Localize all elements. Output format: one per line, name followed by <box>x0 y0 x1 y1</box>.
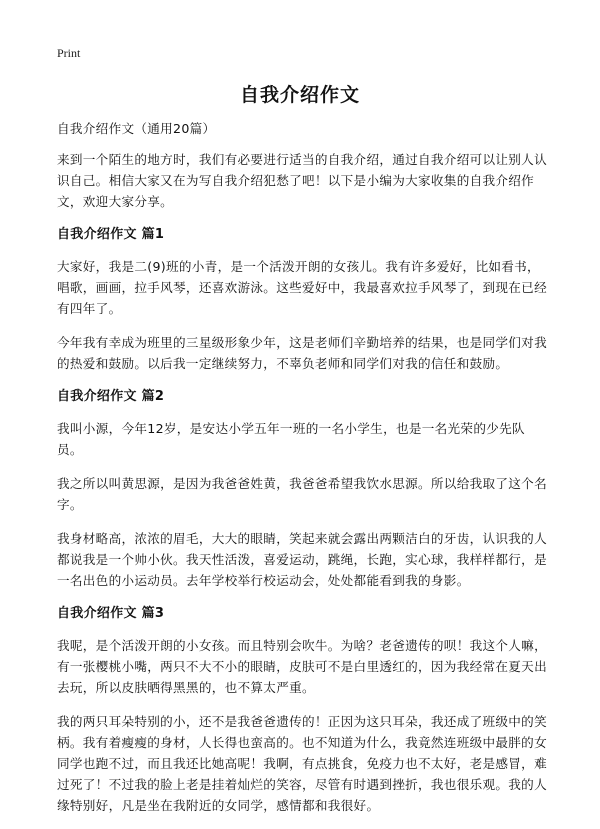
section-3-paragraph-1: 我呢，是个活泼开朗的小女孩。而且特别会吹牛。为啥？老爸遗传的呗！我这个人嘛，有一张樱桃小嘴，两只不大不小的眼睛，皮肤可不是白里透红的，因为我经常在夏天出去玩，所以皮肤晒得黑黑的，也不算太严重。 <box>57 638 547 695</box>
document-body <box>57 118 549 829</box>
section-1-paragraph-1: 大家好，我是二(9)班的小青，是一个活泼开朗的女孩儿。我有许多爱好，比如看书，唱歌，画画，拉手风琴，还喜欢游泳。这些爱好中，我最喜欢拉手风琴了，到现在已经有四年了。 <box>57 259 547 316</box>
section-1-paragraph-2: 今年我有幸成为班里的三星级形象少年，这是老师们辛勤培养的结果，也是同学们对我的热爱和鼓励。以后我一定继续努力，不辜负老师和同学们对我的信任和鼓励。 <box>57 335 547 371</box>
section-2-paragraph-1: 我叫小源，今年12岁，是安达小学五年一班的一名小学生，也是一名光荣的少先队员。 <box>57 421 525 457</box>
section-2-paragraph-3: 我身材略高，浓浓的眉毛，大大的眼睛，笑起来就会露出两颗洁白的牙齿，认识我的人都说我是一个帅小伙。我天性活泼，喜爱运动，跳绳，长跑，实心球，我样样都行，是一名出色的小运动员。去年学校举行校运动会，处处都能看到我的身影。 <box>57 531 547 588</box>
intro-paragraph: 来到一个陌生的地方时，我们有必要进行适当的自我介绍，通过自我介绍可以让别人认识自己。相信大家又在为写自我介绍犯愁了吧！以下是小编为大家收集的自我介绍作文，欢迎大家分享。 <box>57 152 547 209</box>
section-heading-3: 自我介绍作文 篇3 <box>57 606 165 621</box>
section-heading-2: 自我介绍作文 篇2 <box>57 389 165 404</box>
print-link[interactable]: Print <box>57 46 81 60</box>
document-subtitle: 自我介绍作文（通用20篇） <box>57 121 216 136</box>
section-2-paragraph-2: 我之所以叫黄思源，是因为我爸爸姓黄，我爸爸希望我饮水思源。所以给我取了这个名字。 <box>57 476 547 512</box>
document-title: 自我介绍作文 <box>239 84 360 106</box>
section-3-paragraph-2: 我的两只耳朵特别的小，还不是我爸爸遗传的！正因为这只耳朵，我还成了班级中的笑柄。我有着瘦瘦的身材，人长得也蛮高的。也不知道为什么，我竟然连班级中最胖的女同学也跑不过，而且我还比她高呢！我啊，有点挑食，免疫力也不太好，老是感冒，难过死了！不过我的脸上老是挂着灿烂的笑容，尽管有时遇到挫折，我也很乐观。我的人缘特别好，凡是坐在我附近的女同学，感情都和我很好。 <box>57 714 547 813</box>
section-heading-1: 自我介绍作文 篇1 <box>57 227 165 242</box>
